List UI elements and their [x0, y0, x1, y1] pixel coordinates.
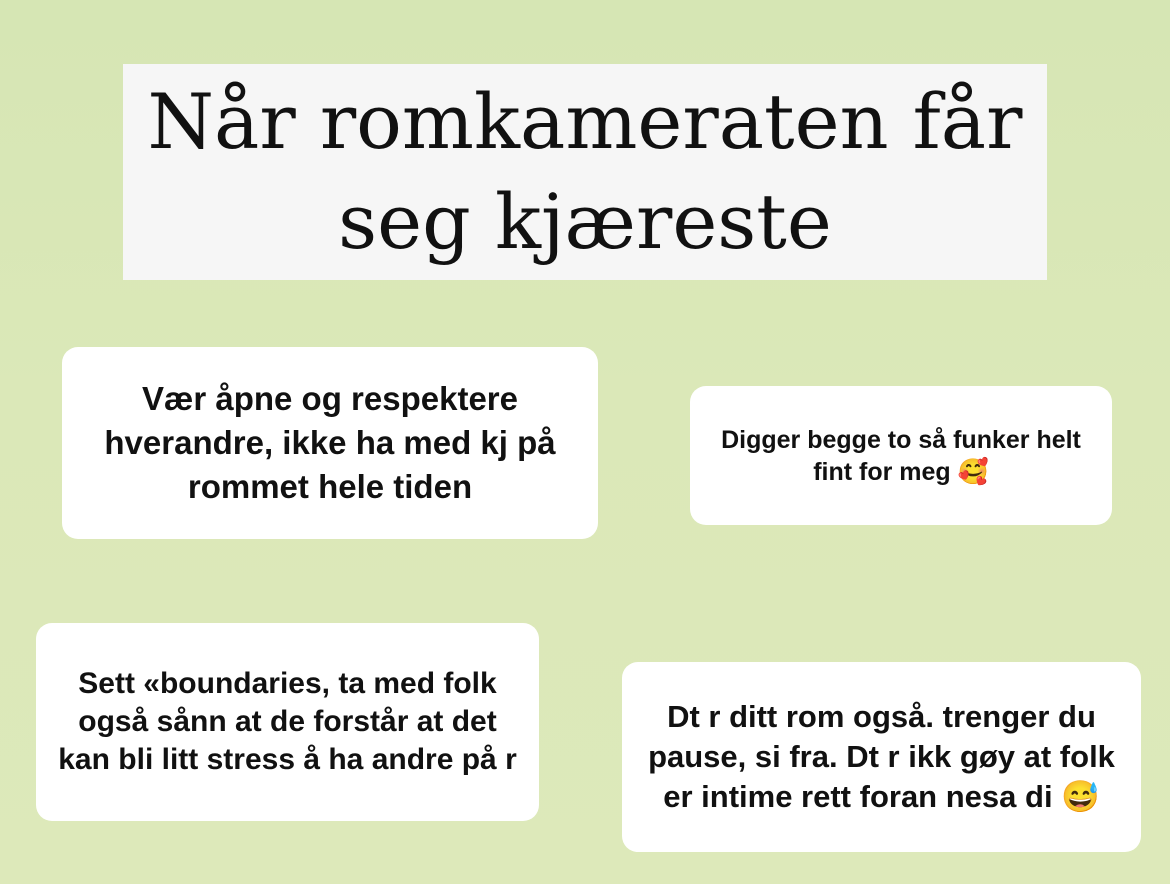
answer-card-4 [622, 662, 1141, 852]
answer-text-4: Dt r ditt rom også. trenger du pause, si fra. Dt r ikk gøy at folk er intime rett foran nesa di 😅 [648, 699, 1115, 814]
question-title-card [123, 64, 1047, 280]
answer-text-3: Sett «boundaries, ta med folk også sånn at de forstår at det kan bli litt stress å ha andre på r [58, 667, 517, 776]
answer-text-2: Digger begge to så funker helt fint for meg 🥰 [721, 425, 1081, 486]
answer-card-2 [690, 386, 1112, 525]
answer-card-3 [36, 623, 539, 821]
title-line-1: Når romkameraten får [147, 77, 1023, 166]
answer-card-1 [62, 347, 598, 539]
title-line-2: seg kjæreste [338, 177, 832, 266]
answer-text-1: Vær åpne og respektere hverandre, ikke ha med kj på rommet hele tiden [104, 380, 556, 505]
